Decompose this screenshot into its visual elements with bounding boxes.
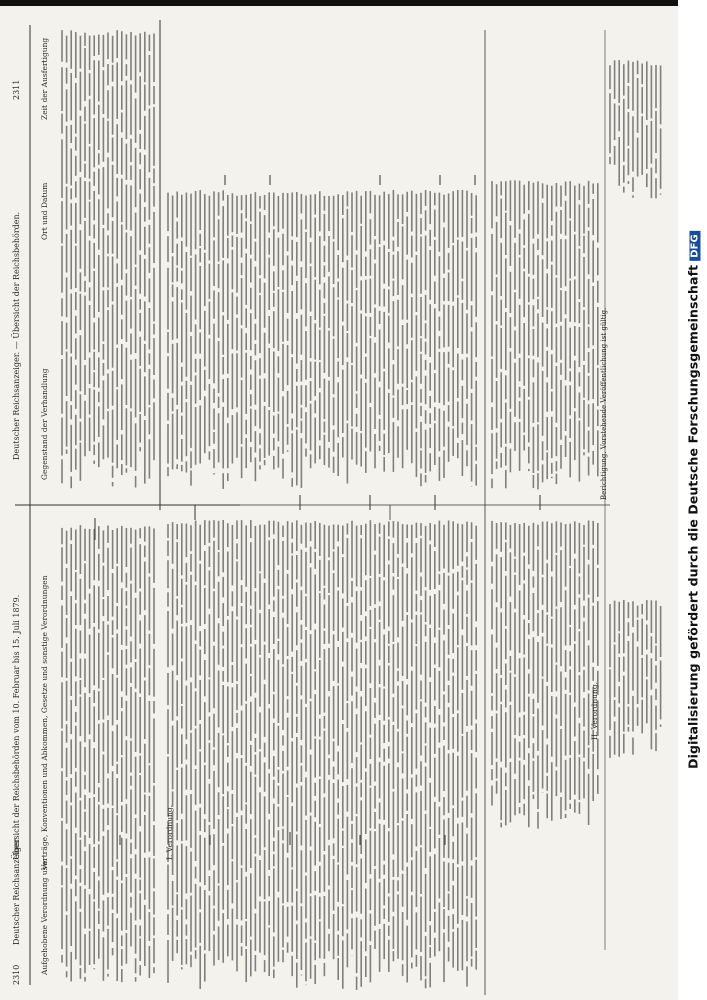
left-gazette-title: Deutscher Reichsanzeiger bbox=[12, 838, 21, 945]
dfg-credit-text: Digitalisierung gefördert durch die Deutsche Forschungsgemeinschaft bbox=[685, 264, 700, 769]
dfg-logo: DFG bbox=[689, 231, 700, 261]
left-header-title: Übersicht der Reichsbehörden vom 10. Februar bis 15. Juli 1879. bbox=[12, 594, 21, 860]
dfg-sidebar bbox=[678, 0, 707, 1000]
column-4-header: Ort und Datum bbox=[40, 182, 49, 240]
column-3-header: Gegenstand der Verhandlung bbox=[40, 368, 49, 480]
right-page-number: 2311 bbox=[12, 79, 21, 100]
dfg-credit-line bbox=[685, 231, 700, 769]
section-heading-1: I. Verordnung. bbox=[165, 804, 174, 860]
column-2-header: Verträge, Konventionen und Abkommen, Gesetze und sonstige Verordnungen bbox=[40, 575, 49, 870]
left-page-number: 2310 bbox=[12, 964, 21, 985]
right-gazette-title: Deutscher Reichsanzeiger. — Übersicht der Reichsbehörden. bbox=[12, 211, 21, 460]
section-heading-2: II. Verordnung. bbox=[590, 681, 599, 740]
column-5-header: Zeit der Ausfertigung bbox=[40, 37, 49, 120]
footer-note: Berichtigung. Vorstehende Veröffentlichung ist gültig. bbox=[600, 307, 608, 500]
column-1-header: Aufgehobene Verordnung usw. bbox=[40, 858, 49, 975]
